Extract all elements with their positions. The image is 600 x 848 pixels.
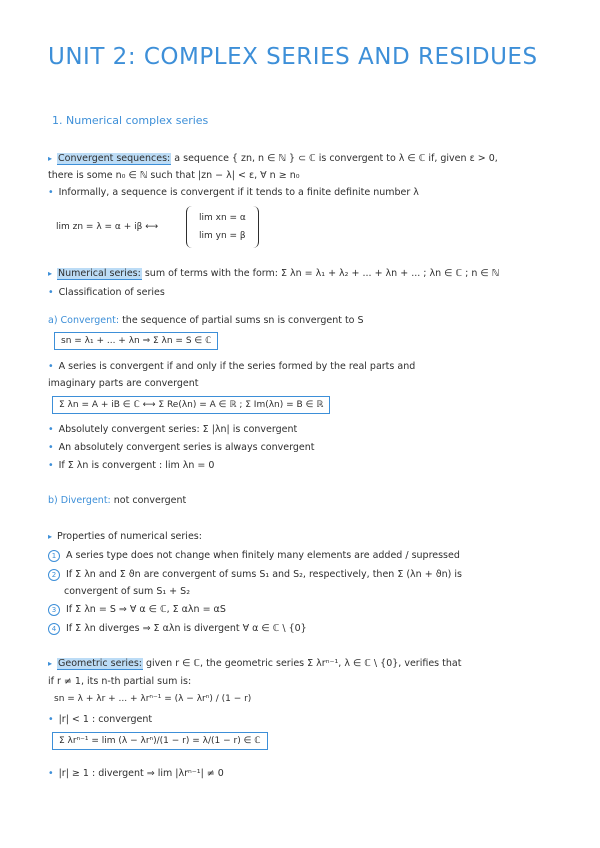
case2-text: |r| ≥ 1 : divergent ⇒ lim |λrⁿ⁻¹| ≠ 0 [58,768,224,779]
convergent-line [48,315,364,326]
divergent-label: b) Divergent: [48,495,111,506]
dot-icon: • [48,361,54,372]
iff-line [48,361,415,372]
lim-left: lim zn = λ = α + iβ ⟷ [56,222,159,232]
number-badge: 4 [48,623,60,635]
re-im-box: Σ λn = A + iB ∈ ℂ ⟷ Σ Re(λn) = A ∈ ℝ ; Σ Im(λn) = B ∈ ℝ [52,396,330,414]
dot-icon: • [48,424,54,435]
dot-icon: • [48,768,54,779]
property-text: A series type does not change when finitely many elements are added / supressed [66,550,460,561]
lim-right-1: lim xn = α [199,213,246,223]
conv-seq-label: Convergent sequences: [58,153,171,164]
partial-sum-box: sn = λ₁ + ... + λn ⇒ Σ λn = S ∈ ℂ [54,332,218,350]
abs-text-2: An absolutely convergent series is always convergent [58,442,315,453]
geometric-label: Geometric series: [58,658,142,669]
property-1 [48,550,460,562]
classification-text: Classification of series [58,287,165,298]
num-series-text: sum of terms with the form: Σ λn = λ₁ + λ₂ + ... + λn + ... ; λn ∈ ℂ ; n ∈ ℕ [144,268,500,279]
convergent-text: the sequence of partial sums sn is convergent to S [122,315,364,326]
case1-text: |r| < 1 : convergent [58,714,153,725]
abs-text-3: If Σ λn is convergent : lim λn = 0 [58,460,215,471]
dot-icon: • [48,714,54,725]
bullet-icon: ▸ [48,532,53,541]
number-badge: 1 [48,550,60,562]
bullet-icon: ▸ [48,154,53,163]
geometric-line-2: if r ≠ 1, its n-th partial sum is: [48,676,192,687]
page-title: UNIT 2: COMPLEX SERIES AND RESIDUES [48,44,538,70]
abs-text-1: Absolutely convergent series: Σ |λn| is convergent [58,424,298,435]
section-heading: 1. Numerical complex series [52,114,209,127]
geometric-line [48,658,461,669]
property-text: If Σ λn diverges ⇒ Σ αλn is divergent ∀ α ∈ ℂ \ {0} [66,623,307,634]
iff-line-2: imaginary parts are convergent [48,378,199,389]
abs-line-2 [48,442,314,453]
iff-text: A series is convergent if and only if the series formed by the real parts and [58,361,416,372]
informally-line [48,187,419,198]
conv-seq-line [48,153,498,164]
dot-icon: • [48,460,54,471]
bullet-icon: ▸ [48,269,53,278]
informally-text: Informally, a sequence is convergent if it tends to a finite definite number λ [58,187,419,198]
property-text: If Σ λn = S ⇒ ∀ α ∈ ℂ, Σ αλn = αS [66,604,226,615]
dot-icon: • [48,287,54,298]
classification-line [48,287,165,298]
conv-seq-text: a sequence { zn, n ∈ ℕ } ⊂ ℂ is convergent to λ ∈ ℂ if, given ε > 0, [174,153,498,164]
number-badge: 2 [48,569,60,581]
property-text: If Σ λn and Σ ϑn are convergent of sums S₁ and S₂, respectively, then Σ (λn + ϑn) is [66,569,462,580]
property-2 [48,569,462,581]
divergent-text: not convergent [113,495,187,506]
dot-icon: • [48,187,54,198]
case1-line [48,714,152,725]
num-series-label: Numerical series: [58,268,141,279]
geometric-box: Σ λrⁿ⁻¹ = lim (λ − λrⁿ)/(1 − r) = λ/(1 − r) ∈ ℂ [52,732,268,750]
lim-system [186,206,259,248]
bullet-icon: ▸ [48,659,53,668]
convergent-label: a) Convergent: [48,315,120,326]
lim-right-2: lim yn = β [199,231,246,241]
property-3 [48,604,226,616]
property-2-cont: convergent of sum S₁ + S₂ [64,586,191,597]
dot-icon: • [48,442,54,453]
properties-label: Properties of numerical series: [57,531,202,542]
case2-line [48,768,224,779]
abs-line-3 [48,460,214,471]
properties-line [48,531,202,542]
divergent-line [48,495,186,506]
geometric-text: given r ∈ ℂ, the geometric series Σ λrⁿ⁻¹, λ ∈ ℂ \ {0}, verifies that [146,658,462,669]
abs-line-1 [48,424,297,435]
conv-seq-text2: there is some n₀ ∈ ℕ such that |zn − λ| < ε, ∀ n ≥ n₀ [48,170,300,181]
number-badge: 3 [48,604,60,616]
num-series-line [48,268,499,279]
property-4 [48,623,307,635]
partial-sum-formula: sn = λ + λr + ... + λrⁿ⁻¹ = (λ − λrⁿ) / (1 − r) [54,694,252,704]
